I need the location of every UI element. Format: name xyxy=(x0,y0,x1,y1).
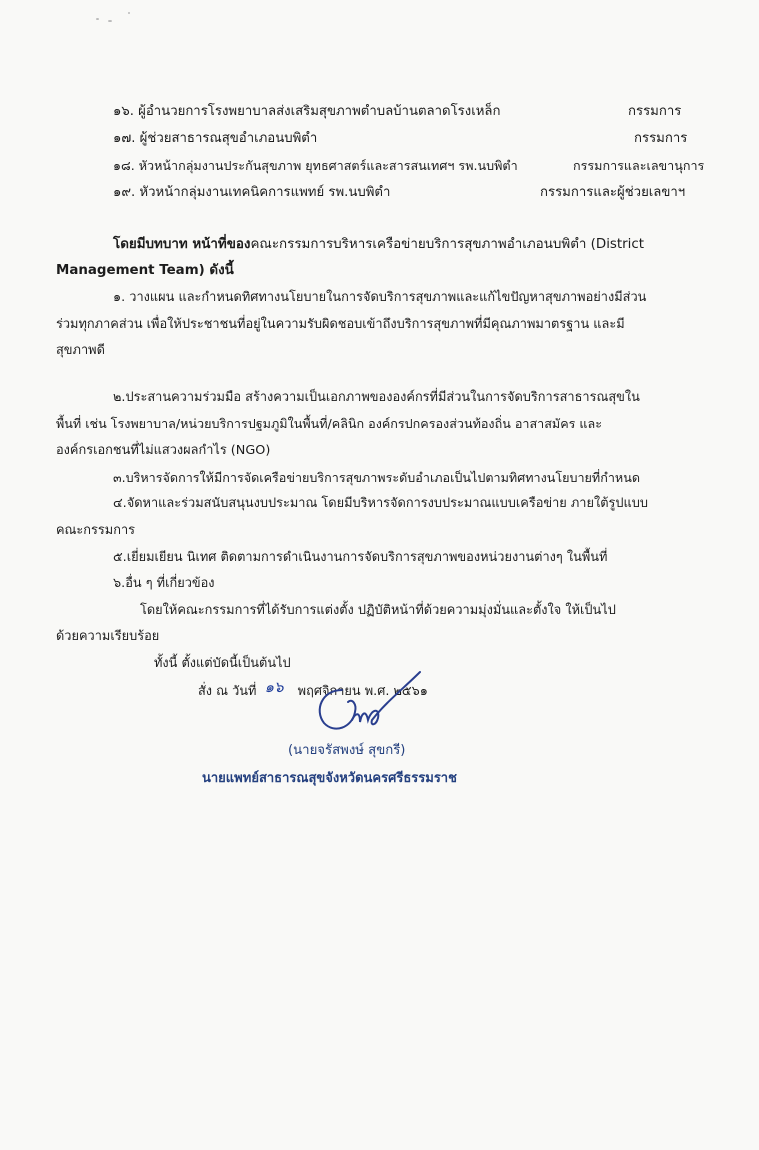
duties-heading-line2: Management Team) ดังนี้ xyxy=(56,263,234,278)
duty-item-continuation: สุขภาพดี xyxy=(56,343,105,358)
duties-heading-bold: โดยมีบทบาท หน้าที่ของ xyxy=(113,237,251,252)
duty-item-continuation: ร่วมทุกภาคส่วน เพื่อให้ประชาชนที่อยู่ในความรับผิดชอบเข้าถึงบริการสุขภาพที่มีคุณภาพมาตรฐาน และมี xyxy=(56,317,625,332)
order-date-prefix: สั่ง ณ วันที่ xyxy=(198,684,257,699)
signatory-name: (นายจรัสพงษ์ สุขกรี) xyxy=(288,743,406,758)
member-item: ๑๘. หัวหน้ากลุ่มงานประกันสุขภาพ ยุทธศาสตร์และสารสนเทศฯ รพ.นบพิตำ xyxy=(113,158,518,173)
duty-item: ๒.ประสานความร่วมมือ สร้างความเป็นเอกภาพขององค์กรที่มีส่วนในการจัดบริการสาธารณสุขใน xyxy=(113,390,640,405)
scan-speck xyxy=(96,18,99,20)
member-role: กรรมการ xyxy=(628,104,682,119)
duty-item: ๑. วางแผน และกำหนดทิศทางนโยบายในการจัดบริการสุขภาพและแก้ไขปัญหาสุขภาพอย่างมีส่วน xyxy=(113,290,647,305)
duty-item-continuation: คณะกรรมการ xyxy=(56,523,136,538)
member-role: กรรมการ xyxy=(634,131,688,146)
member-item: ๑๗. ผู้ช่วยสาธารณสุขอำเภอนบพิตำ xyxy=(113,131,318,146)
signatory-position: นายแพทย์สาธารณสุขจังหวัดนครศรีธรรมราช xyxy=(202,771,457,786)
closing-line-continuation: ด้วยความเรียบร้อย xyxy=(56,629,160,644)
duty-item: ๕.เยี่ยมเยียน นิเทศ ติดตามการดำเนินงานการจัดบริการสุขภาพของหน่วยงานต่างๆ ในพื้นที่ xyxy=(113,550,608,565)
order-date-month-year: พฤศจิกายน พ.ศ. ๒๕๖๑ xyxy=(297,684,428,699)
duties-heading-rest: คณะกรรมการบริหารเครือข่ายบริการสุขภาพอำเภอนบพิตำ (District xyxy=(250,237,644,252)
duties-heading xyxy=(113,236,644,254)
duty-item: ๖.อื่น ๆ ที่เกี่ยวข้อง xyxy=(113,576,215,591)
handwritten-signature xyxy=(297,668,430,740)
member-role: กรรมการและเลขานุการ xyxy=(573,158,705,173)
order-date-day: ๑๖ xyxy=(264,678,284,696)
duty-item-continuation: พื้นที่ เช่น โรงพยาบาล/หน่วยบริการปฐมภูมิในพื้นที่/คลินิก องค์กรปกครองส่วนท้องถิ่น อาสาสมัคร และ xyxy=(56,416,602,431)
member-item: ๑๖. ผู้อำนวยการโรงพยาบาลส่งเสริมสุขภาพตำบลบ้านตลาดโรงเหล็ก xyxy=(113,104,501,119)
scan-speck xyxy=(128,12,130,14)
duty-item-continuation: องค์กรเอกชนที่ไม่แสวงผลกำไร (NGO) xyxy=(56,443,271,458)
effective-date-line: ทั้งนี้ ตั้งแต่บัดนี้เป็นต้นไป xyxy=(154,656,291,671)
duty-item: ๓.บริหารจัดการให้มีการจัดเครือข่ายบริการสุขภาพระดับอำเภอเป็นไปตามทิศทางนโยบายที่กำหนด xyxy=(113,470,641,485)
member-role: กรรมการและผู้ช่วยเลขาฯ xyxy=(540,185,686,200)
duty-item: ๔.จัดหาและร่วมสนับสนุนงบประมาณ โดยมีบริหารจัดการงบประมาณแบบเครือข่าย ภายใต้รูปแบบ xyxy=(113,496,649,511)
scan-speck xyxy=(108,20,112,22)
member-item: ๑๙. หัวหน้ากลุ่มงานเทคนิคการแพทย์ รพ.นบพิตำ xyxy=(113,185,391,200)
closing-line: โดยให้คณะกรรมการที่ได้รับการแต่งตั้ง ปฏิบัติหน้าที่ด้วยความมุ่งมั่นและตั้งใจ ให้เป็นไป xyxy=(140,603,616,618)
